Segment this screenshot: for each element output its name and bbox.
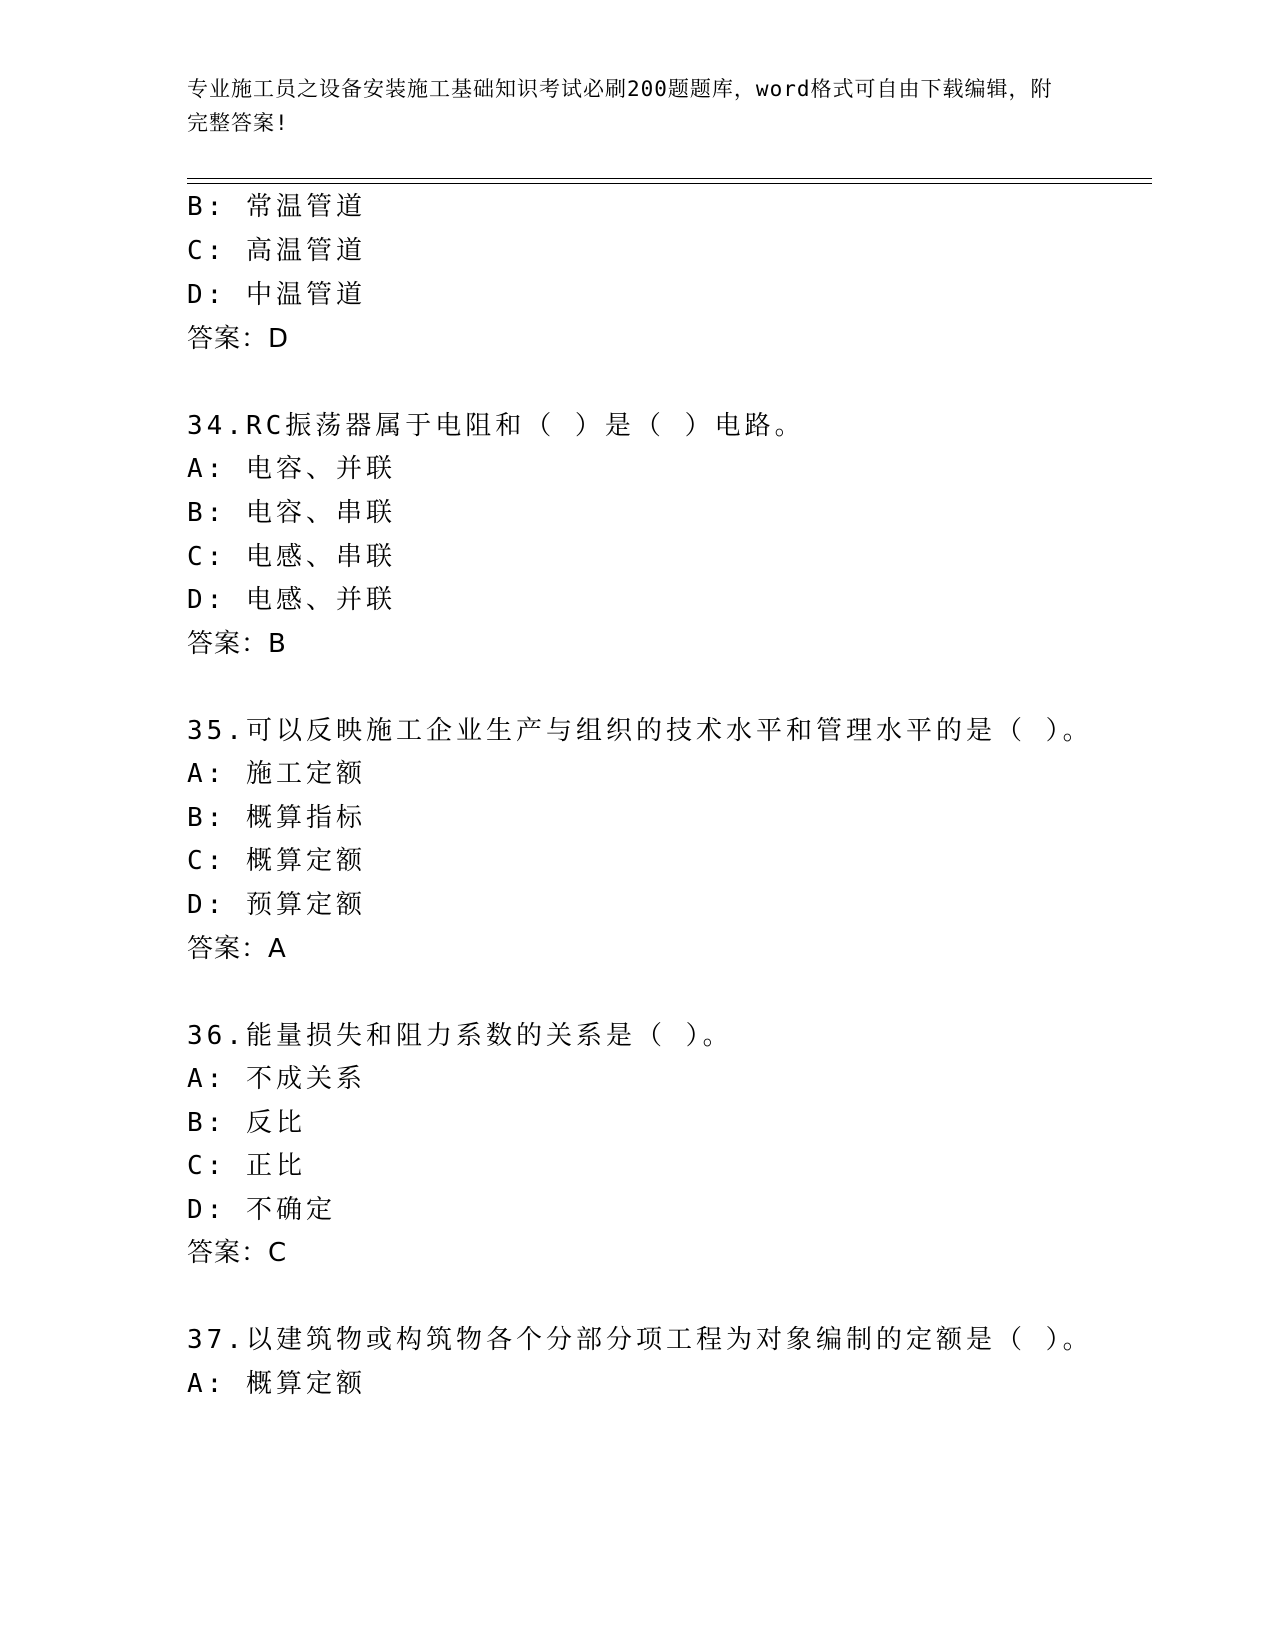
question-stem: 34.RC振荡器属于电阻和（ ）是（ ）电路。: [187, 411, 805, 441]
option-b: B: 常温管道: [187, 192, 366, 222]
answer: 答案：C: [187, 1238, 288, 1268]
option-c: C: 高温管道: [187, 236, 366, 266]
question-stem: 36.能量损失和阻力系数的关系是（ ）。: [187, 1021, 733, 1051]
answer: 答案：A: [187, 934, 287, 964]
option-b: B: 概算指标: [187, 803, 366, 833]
header-divider-top: [187, 178, 1152, 179]
option-d: D: 预算定额: [187, 890, 366, 920]
question-stem: 37.以建筑物或构筑物各个分部分项工程为对象编制的定额是（ ）。: [187, 1325, 1093, 1355]
option-c: C: 概算定额: [187, 846, 366, 876]
option-d: D: 电感、并联: [187, 585, 396, 615]
answer: 答案：B: [187, 629, 287, 659]
option-d: D: 中温管道: [187, 280, 366, 310]
answer: 答案：D: [187, 324, 290, 354]
option-b: B: 反比: [187, 1108, 306, 1138]
header-divider-bottom: [187, 183, 1152, 184]
document-header: 专业施工员之设备安装施工基础知识考试必刷200题题库，word格式可自由下载编辑，附完整答案!: [187, 77, 1053, 135]
option-b: B: 电容、串联: [187, 498, 396, 528]
option-d: D: 不确定: [187, 1195, 336, 1225]
option-a: A: 电容、并联: [187, 454, 396, 484]
option-c: C: 电感、串联: [187, 542, 396, 572]
option-a: A: 不成关系: [187, 1064, 366, 1094]
option-a: A: 施工定额: [187, 759, 366, 789]
option-c: C: 正比: [187, 1151, 306, 1181]
question-stem: 35.可以反映施工企业生产与组织的技术水平和管理水平的是（ ）。: [187, 716, 1093, 746]
option-a: A: 概算定额: [187, 1369, 366, 1399]
